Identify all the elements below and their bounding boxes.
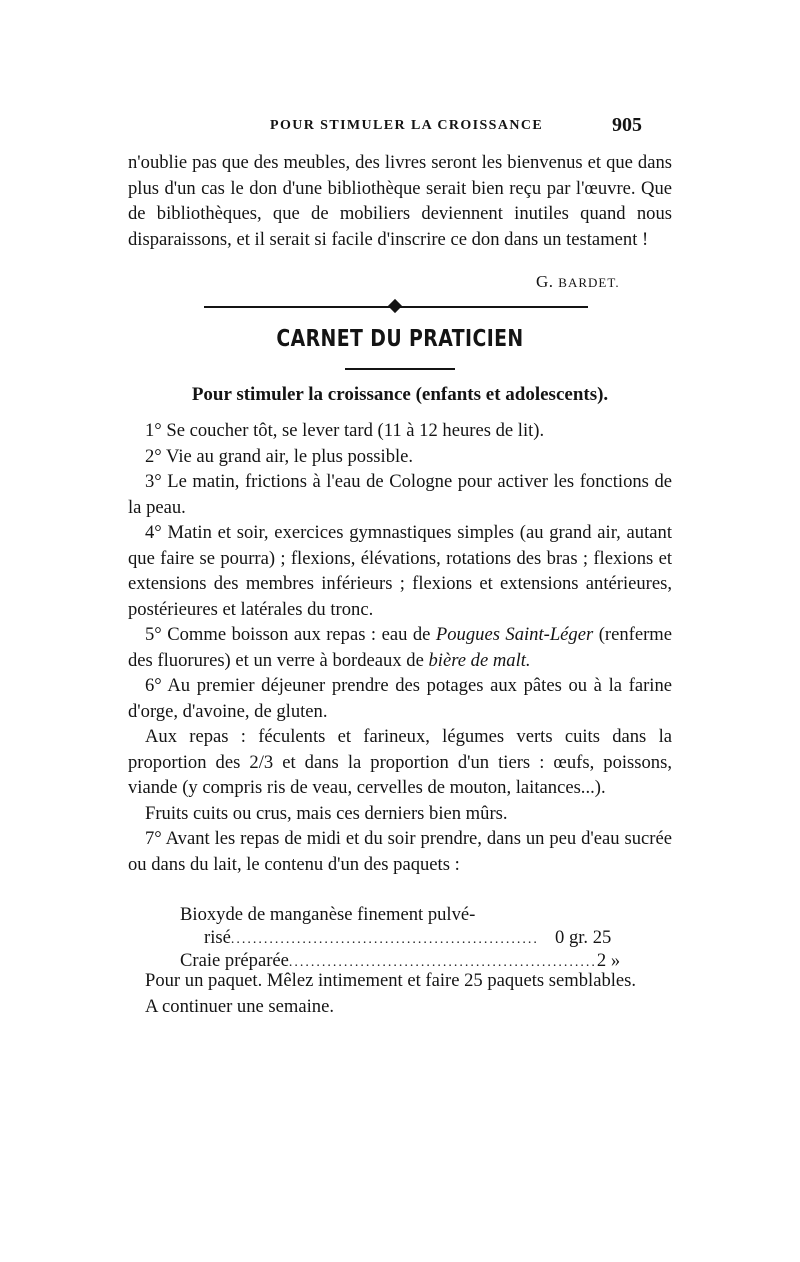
- ingredient-name: risé: [204, 927, 231, 948]
- fruits-paragraph: Fruits cuits ou crus, mais ces derniers bien mûrs.: [145, 802, 508, 824]
- ingredient-name: Bioxyde de manganèse finement pulvé-: [180, 904, 476, 925]
- running-header: [0, 114, 800, 140]
- section-title: CARNET DU PRATICIEN: [276, 326, 524, 352]
- leader-dots: ........................................................: [288, 955, 597, 970]
- ornamental-divider: [204, 300, 588, 314]
- ingredient-amount: 0 gr. 25: [555, 927, 612, 948]
- author-signature: [536, 272, 620, 292]
- diamond-ornament-icon: [388, 299, 402, 313]
- signature-initial: G.: [536, 272, 559, 291]
- ingredient-amount: 2 »: [596, 950, 621, 971]
- page-number: 905: [612, 114, 642, 136]
- prescription-formula: [180, 904, 645, 973]
- recommendation-5-text-b: (renferme des fluorures) et un verre à bordeaux de: [128, 624, 672, 671]
- leader-dots: ........................................................: [230, 932, 539, 947]
- signature-name: BARDET.: [558, 275, 620, 290]
- formula-row: [180, 904, 645, 927]
- meals-paragraph: Aux repas : féculents et farineux, légumes verts cuits dans la proportion des 2/3 et dans la proportion d'un tiers : œufs, poissons, viande (y compris ris de veau, cervelles de mouton, laitances...).: [128, 726, 672, 798]
- recommendation-7: 7° Avant les repas de midi et du soir prendre, dans un peu d'eau sucrée ou dans du lait, le contenu d'un des paquets :: [128, 828, 672, 875]
- recommendation-1: 1° Se coucher tôt, se lever tard (11 à 12 heures de lit).: [145, 420, 545, 441]
- section-subtitle: Pour stimuler la croissance (enfants et adolescents).: [191, 384, 609, 405]
- recommendation-6: 6° Au premier déjeuner prendre des potages aux pâtes ou à la farine d'orge, d'avoine, de gluten.: [128, 675, 672, 722]
- mineral-water-name: Pougues Saint-Léger: [435, 624, 594, 645]
- malt-beer-name: bière de malt.: [428, 649, 531, 671]
- closing-instructions: [128, 968, 672, 1019]
- recommendation-3: 3° Le matin, frictions à l'eau de Cologne pour activer les fonctions de la peau.: [128, 471, 672, 518]
- previous-article-paragraph: n'oublie pas que des meubles, des livres seront les bienvenus et que dans plus d'un cas le don d'une bibliothèque serait bien reçu par l'œuvre. Que de bibliothèques, que de mobiliers deviennent inutiles quand nous disparaissons, et il serait si facile d'inscrire ce don dans un testament !: [128, 152, 672, 250]
- title-underline: [345, 368, 455, 370]
- recommendation-5: [128, 622, 672, 673]
- dosage-instruction: Pour un paquet. Mêlez intimement et faire 25 paquets semblables.: [145, 970, 637, 991]
- duration-instruction: A continuer une semaine.: [145, 995, 334, 1017]
- recommendations-list: [128, 418, 672, 877]
- recommendation-2: 2° Vie au grand air, le plus possible.: [145, 445, 414, 467]
- formula-row: [180, 927, 645, 950]
- recommendation-5-text-a: 5° Comme boisson aux repas : eau de: [145, 624, 436, 645]
- recommendation-4: 4° Matin et soir, exercices gymnastiques simples (au grand air, autant que faire se pourra) ; flexions, élévations, rotations des bras ; flexions et extensions des membres inférieurs ; flexions et extensions antérieures, postérieures et latérales du tronc.: [128, 522, 672, 620]
- ingredient-name: Craie préparée: [180, 950, 289, 971]
- running-title: POUR STIMULER LA CROISSANCE: [270, 118, 544, 133]
- previous-article-end: [128, 150, 672, 252]
